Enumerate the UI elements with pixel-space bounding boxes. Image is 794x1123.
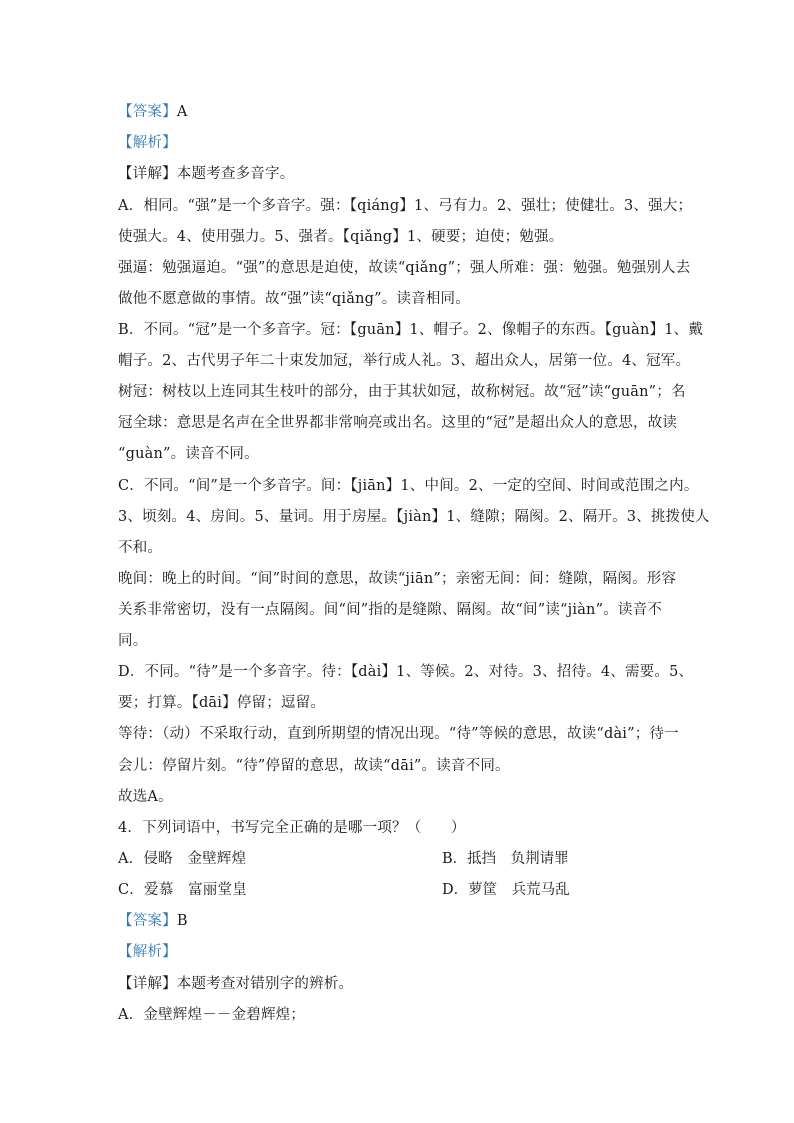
q3-line: 晚间：晚上的时间。“间”时间的意思，故读“jiān”；亲密无间：间：缝隙，隔阂。形容	[118, 571, 677, 587]
q3-line: 会儿：停留片刻。“待”停留的意思，故读“dāi”。读音不同。	[118, 758, 510, 774]
q3-line: 帽子。2、古代男子年二十束发加冠，举行成人礼。3、超出众人，居第一位。4、冠军。	[118, 353, 691, 369]
answer-value: B	[176, 913, 188, 929]
answer-tag: 【答案】	[118, 104, 177, 120]
q3-conclusion: 故选A。	[118, 789, 173, 805]
q3-line: D．不同。“待”是一个多音字。待：【dài】1、等候。2、对待。3、招待。4、需要。5、	[118, 664, 694, 680]
q3-line: 【详解】本题考查多音字。	[118, 166, 295, 182]
q3-line: B．不同。“冠”是一个多音字。冠：【guān】1、帽子。2、像帽子的东西。【guàn】1、戴	[118, 322, 704, 338]
q4-options-row-2	[118, 880, 678, 900]
answer-value: A	[176, 104, 188, 120]
q3-line: 使强大。4、使用强力。5、强者。【qiǎng】1、硬要；迫使；勉强。	[118, 229, 564, 245]
q3-line: C．不同。“间”是一个多音字。间：【jiān】1、中间。2、一定的空间、时间或范围之内。	[118, 478, 699, 494]
q4-line-a: A．金壁辉煌－－金碧辉煌；	[118, 1007, 306, 1023]
q3-line: 3、顷刻。4、房间。5、量词。用于房屋。【jiàn】1、缝隙；隔阂。2、隔开。3、挑拨使人	[118, 509, 710, 525]
q3-line: 强逼：勉强逼迫。“强”的意思是迫使，故读“qiǎng”；强人所难：强：勉强。勉强别人去	[118, 260, 691, 276]
q4-options-row-1	[118, 849, 678, 869]
option-a: A．侵略 金壁辉煌	[118, 851, 247, 867]
q3-line: 做他不愿意做的事情。故“强”读“qiǎng”。读音相同。	[118, 291, 470, 307]
analysis-tag: 【解析】	[118, 135, 177, 151]
answer-tag: 【答案】	[118, 913, 177, 929]
q3-line: “guàn”。读音不同。	[118, 446, 259, 462]
q3-line: 树冠：树枝以上连同其生枝叶的部分，由于其状如冠，故称树冠。故“冠”读“guān”；名	[118, 384, 686, 400]
q3-line: 同。	[118, 633, 148, 649]
option-c: C．爱慕 富丽堂皇	[118, 882, 247, 898]
analysis-tag: 【解析】	[118, 944, 177, 960]
q3-line: A．相同。“强”是一个多音字。强：【qiáng】1、弓有力。2、强壮；使健壮。3、强大；	[118, 198, 693, 214]
q3-line: 等待：（动）不采取行动，直到所期望的情况出现。“待”等候的意思，故读“dài”；待一	[118, 726, 679, 742]
q4-question: 4．下列词语中，书写完全正确的是哪一项？（ ）	[118, 820, 466, 836]
q4-answer-line	[118, 911, 678, 931]
q3-line: 不和。	[118, 540, 163, 556]
q3-line: 关系非常密切，没有一点隔阂。间“间”指的是缝隙、隔阂。故“间”读“jiàn”。读音不	[118, 602, 662, 618]
option-b: B．抵挡 负荆请罪	[442, 851, 569, 867]
option-d: D．萝筐 兵荒马乱	[442, 882, 570, 898]
q3-line: 冠全球：意思是名声在全世界都非常响亮或出名。这里的“冠”是超出众人的意思，故读	[118, 415, 678, 431]
q3-line: 要；打算。【dāi】停留；逗留。	[118, 695, 326, 711]
q4-detail: 【详解】本题考查对错别字的辨析。	[118, 976, 354, 992]
q3-answer-line	[118, 102, 678, 122]
